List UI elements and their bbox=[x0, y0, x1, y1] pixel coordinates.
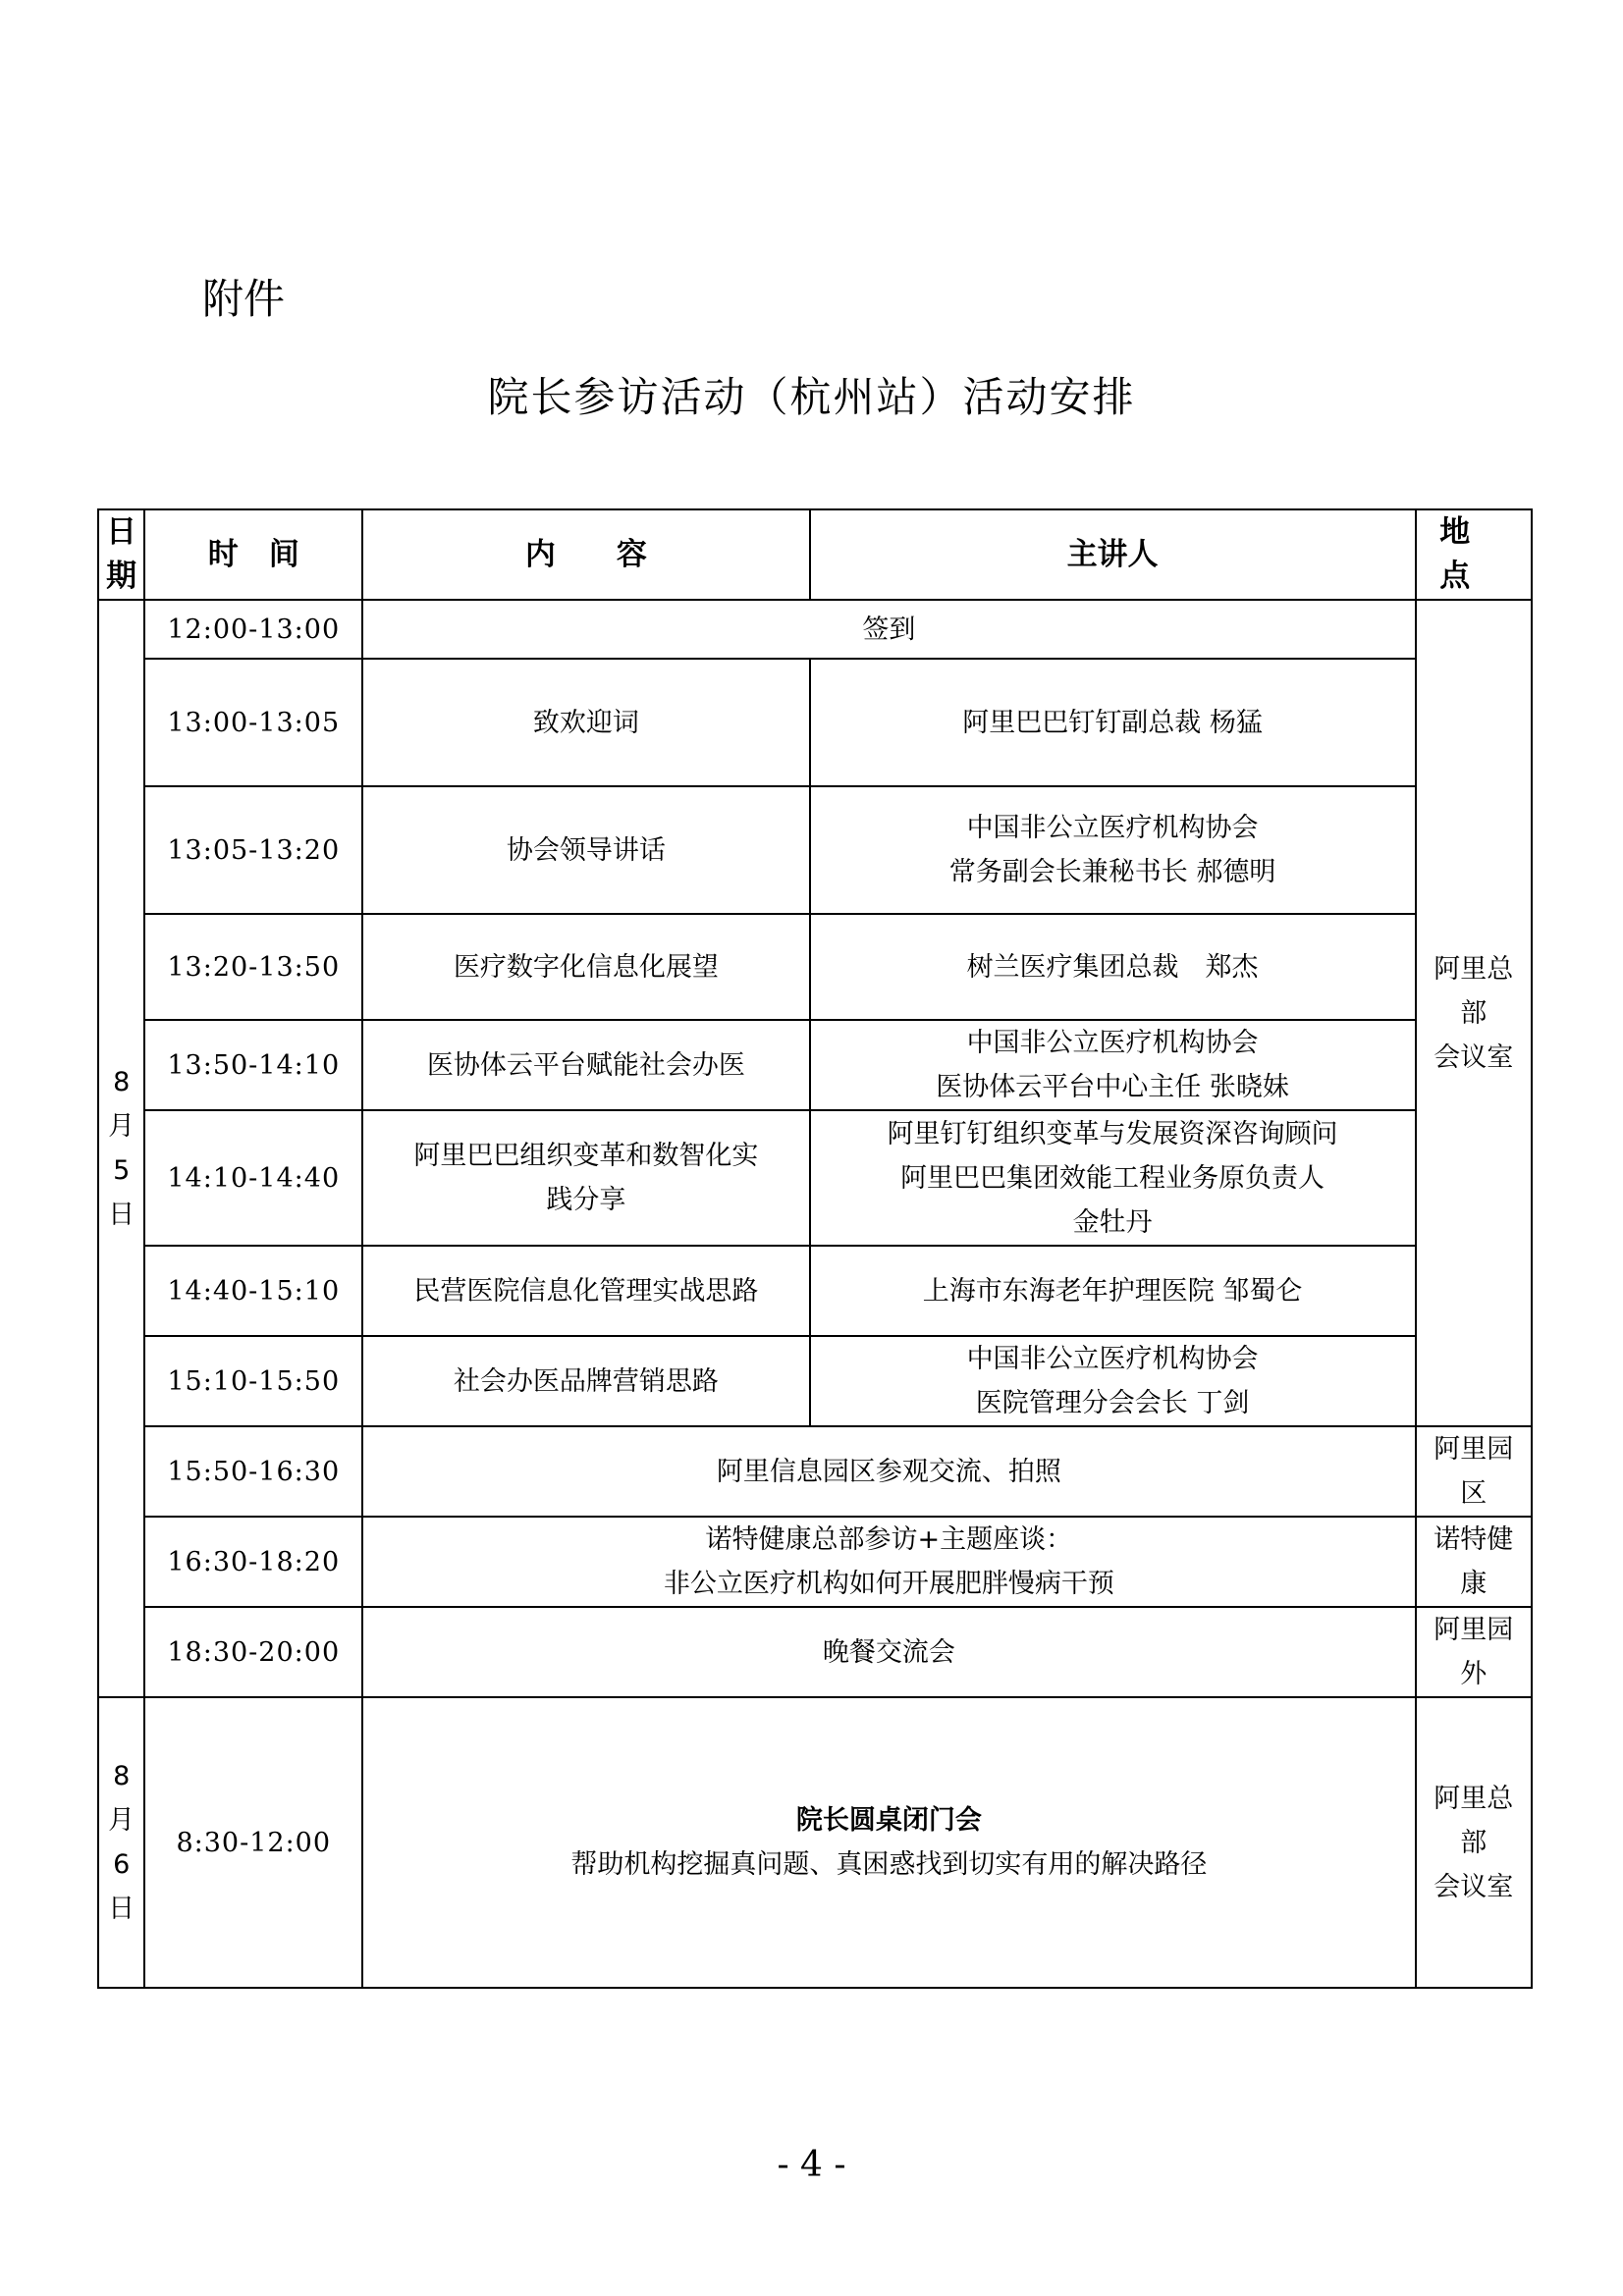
date-day1: 8 月 5 日 bbox=[98, 600, 144, 1697]
table-row bbox=[98, 1697, 1532, 1988]
content-cell: 致欢迎词 bbox=[362, 659, 809, 786]
place-cell: 阿里园区 bbox=[1416, 1426, 1532, 1517]
time-cell: 14:10-14:40 bbox=[144, 1110, 362, 1246]
speaker-cell: 中国非公立医疗机构协会 常务副会长兼秘书长 郝德明 bbox=[810, 786, 1416, 914]
place-main: 阿里总部 会议室 bbox=[1416, 600, 1532, 1426]
content-cell: 民营医院信息化管理实战思路 bbox=[362, 1246, 809, 1336]
header-time: 时 间 bbox=[144, 509, 362, 600]
table-row bbox=[98, 1426, 1532, 1517]
table-row bbox=[98, 914, 1532, 1020]
time-cell: 15:50-16:30 bbox=[144, 1426, 362, 1517]
header-content: 内 容 bbox=[362, 509, 809, 600]
time-cell: 12:00-13:00 bbox=[144, 600, 362, 659]
time-cell: 14:40-15:10 bbox=[144, 1246, 362, 1336]
schedule-table bbox=[97, 508, 1533, 1989]
content-cell: 阿里巴巴组织变革和数智化实 践分享 bbox=[362, 1110, 809, 1246]
content-cell: 医协体云平台赋能社会办医 bbox=[362, 1020, 809, 1110]
table-row bbox=[98, 1517, 1532, 1607]
content-cell: 签到 bbox=[362, 600, 1415, 659]
table-row bbox=[98, 659, 1532, 786]
content-cell: 院长圆桌闭门会 帮助机构挖掘真问题、真困惑找到切实有用的解决路径 bbox=[362, 1697, 1415, 1988]
place-cell: 阿里总部 会议室 bbox=[1416, 1697, 1532, 1988]
time-cell: 15:10-15:50 bbox=[144, 1336, 362, 1426]
content-cell: 阿里信息园区参观交流、拍照 bbox=[362, 1426, 1415, 1517]
speaker-cell: 阿里钉钉组织变革与发展资深咨询顾问 阿里巴巴集团效能工程业务原负责人 金牡丹 bbox=[810, 1110, 1416, 1246]
header-place: 地点 bbox=[1416, 509, 1532, 600]
time-cell: 13:50-14:10 bbox=[144, 1020, 362, 1110]
header-date: 日 期 bbox=[98, 509, 144, 600]
header-speaker: 主讲人 bbox=[810, 509, 1416, 600]
place-cell: 阿里园外 bbox=[1416, 1607, 1532, 1697]
speaker-cell: 中国非公立医疗机构协会 医院管理分会会长 丁剑 bbox=[810, 1336, 1416, 1426]
time-cell: 8:30-12:00 bbox=[144, 1697, 362, 1988]
table-row bbox=[98, 1607, 1532, 1697]
attachment-label: 附件 bbox=[202, 275, 286, 323]
speaker-cell: 阿里巴巴钉钉副总裁 杨猛 bbox=[810, 659, 1416, 786]
content-cell: 协会领导讲话 bbox=[362, 786, 809, 914]
speaker-cell: 树兰医疗集团总裁 郑杰 bbox=[810, 914, 1416, 1020]
speaker-cell: 上海市东海老年护理医院 邹蜀仑 bbox=[810, 1246, 1416, 1336]
time-cell: 13:05-13:20 bbox=[144, 786, 362, 914]
content-cell: 晚餐交流会 bbox=[362, 1607, 1415, 1697]
speaker-cell: 中国非公立医疗机构协会 医协体云平台中心主任 张晓妹 bbox=[810, 1020, 1416, 1110]
table-row bbox=[98, 1246, 1532, 1336]
place-cell: 诺特健康 bbox=[1416, 1517, 1532, 1607]
time-cell: 18:30-20:00 bbox=[144, 1607, 362, 1697]
date-day2: 8 月 6 日 bbox=[98, 1697, 144, 1988]
content-cell: 诺特健康总部参访+主题座谈： 非公立医疗机构如何开展肥胖慢病干预 bbox=[362, 1517, 1415, 1607]
table-row bbox=[98, 1336, 1532, 1426]
content-cell: 医疗数字化信息化展望 bbox=[362, 914, 809, 1020]
table-row bbox=[98, 786, 1532, 914]
time-cell: 13:20-13:50 bbox=[144, 914, 362, 1020]
page-title: 院长参访活动（杭州站）活动安排 bbox=[487, 373, 1136, 421]
table-row bbox=[98, 600, 1532, 659]
page-number: - 4 - bbox=[777, 2145, 846, 2185]
time-cell: 16:30-18:20 bbox=[144, 1517, 362, 1607]
table-row bbox=[98, 1020, 1532, 1110]
content-cell: 社会办医品牌营销思路 bbox=[362, 1336, 809, 1426]
time-cell: 13:00-13:05 bbox=[144, 659, 362, 786]
table-row bbox=[98, 1110, 1532, 1246]
header-row bbox=[98, 509, 1532, 600]
